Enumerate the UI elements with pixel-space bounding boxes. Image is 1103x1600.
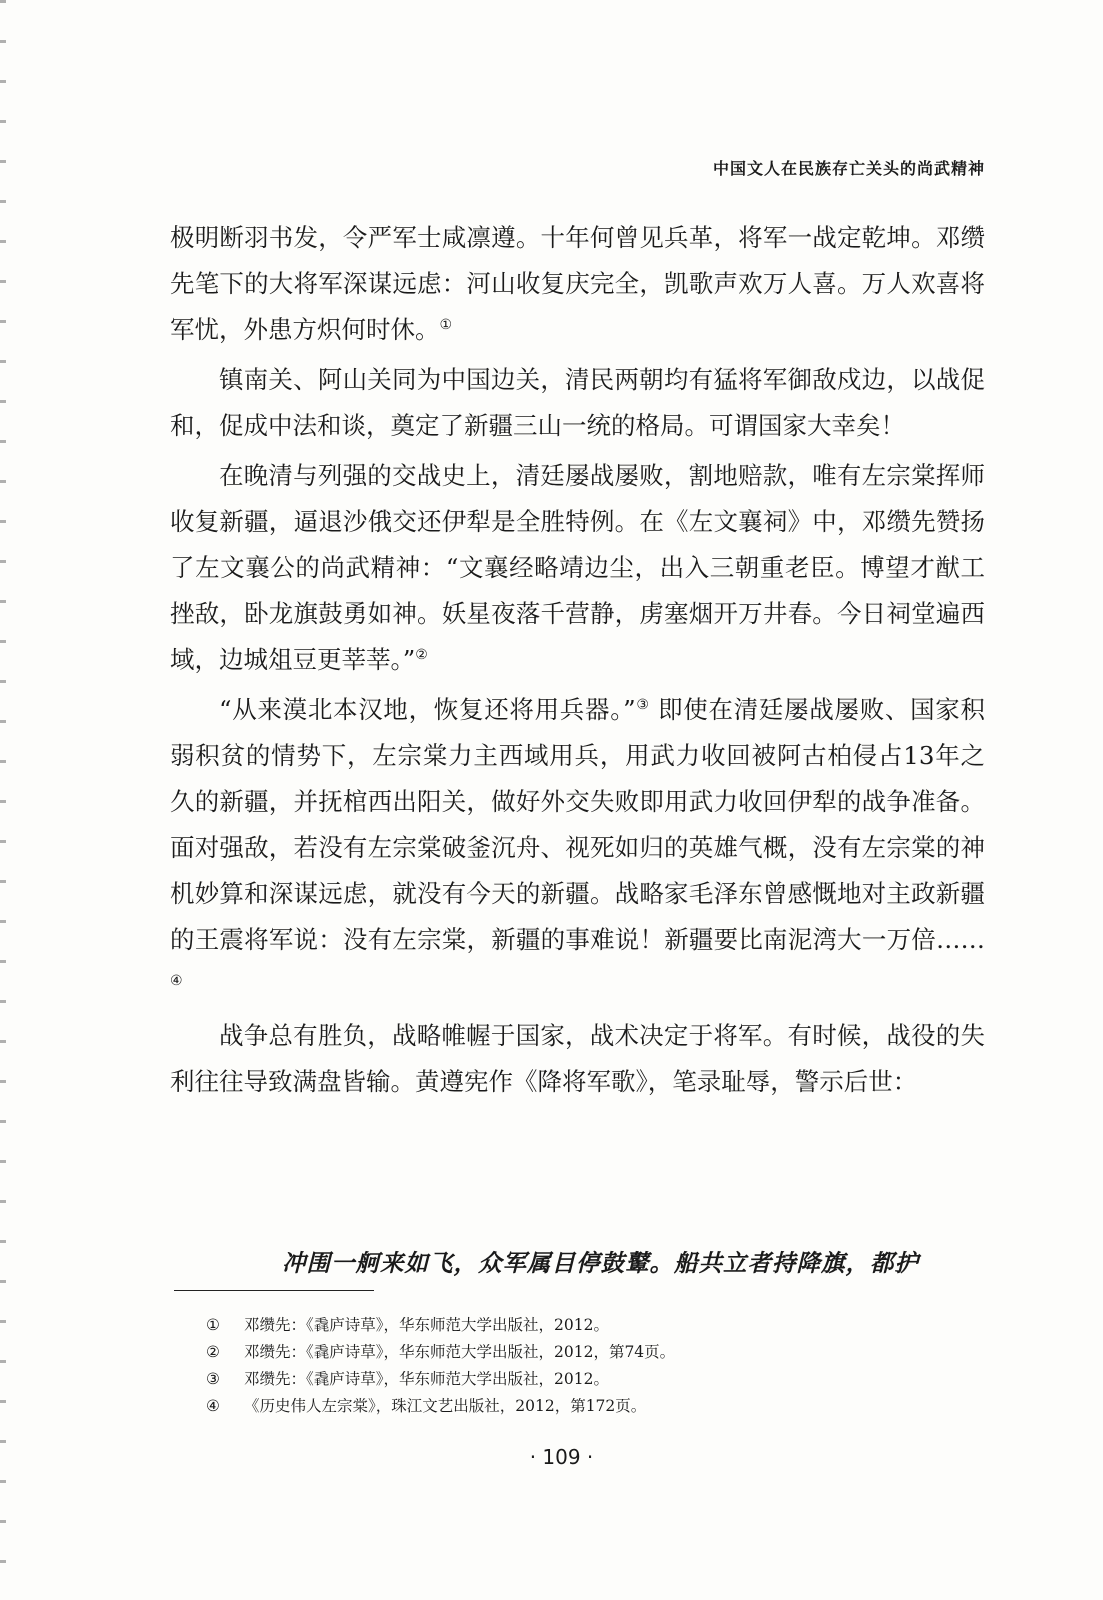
footnote-4 (206, 1393, 966, 1420)
footnote-1 (206, 1312, 966, 1339)
footnote-ref-2: ② (415, 646, 428, 663)
footnote-ref-4: ④ (170, 972, 183, 989)
footnotes (206, 1312, 966, 1420)
paragraph-5 (170, 1013, 985, 1105)
footnote-2-text: 邓缵先：《毳庐诗草》，华东师范大学出版社，2012，第74页。 (244, 1343, 676, 1361)
paragraph-5-text: 战争总有胜负，战略帷幄于国家，战术决定于将军。有时候，战役的失利往往导致满盘皆输。黄遵宪作《降将军歌》，笔录耻辱，警示后世： (170, 1021, 985, 1096)
footnote-3 (206, 1366, 966, 1393)
paragraph-1-text: 极明断羽书发，令严军士咸凛遵。十年何曾见兵革，将军一战定乾坤。邓缵先笔下的大将军深谋远虑：河山收复庆完全，凯歌声欢万人喜。万人欢喜将军忧，外患方炽何时休。 (170, 223, 985, 344)
paragraph-2 (170, 357, 985, 449)
footnote-1-mark: ① (206, 1316, 220, 1334)
verse-quote: 冲围一舸来如飞，众军属目停鼓鼙。船共立者持降旗，都护 (282, 1249, 919, 1277)
footnote-divider (174, 1290, 374, 1291)
running-head: 中国文人在民族存亡关头的尚武精神 (712, 159, 985, 178)
paragraph-3 (170, 453, 985, 683)
paragraph-4-quote: “从来漠北本汉地，恢复还将用兵器。” (219, 695, 636, 724)
paragraph-4-text: 即使在清廷屡战屡败、国家积弱积贫的情势下，左宗棠力主西域用兵，用武力收回被阿古柏侵占13年之久的新疆，并抚棺西出阳关，做好外交失败即用武力收回伊犁的战争准备。面对强敌，若没有左宗棠破釜沉舟、视死如归的英雄气概，没有左宗棠的神机妙算和深谋远虑，就没有今天的新疆。战略家毛泽东曾感慨地对主政新疆的王震将军说：没有左宗棠，新疆的事难说！新疆要比南泥湾大一万倍…… (170, 695, 985, 954)
footnote-1-text: 邓缵先：《毳庐诗草》，华东师范大学出版社，2012。 (244, 1316, 609, 1334)
footnote-3-text: 邓缵先：《毳庐诗草》，华东师范大学出版社，2012。 (244, 1370, 609, 1388)
footnote-ref-3: ③ (635, 696, 650, 713)
footnote-4-text: 《历史伟人左宗棠》，珠江文艺出版社，2012，第172页。 (244, 1397, 647, 1415)
page-number: · 109 · (529, 1445, 594, 1469)
paragraph-2-text: 镇南关、阿山关同为中国边关，清民两朝均有猛将军御敌戍边，以战促和，促成中法和谈，奠定了新疆三山一统的格局。可谓国家大幸矣！ (170, 365, 985, 440)
paragraph-3-text: 在晚清与列强的交战史上，清廷屡战屡败，割地赔款，唯有左宗棠挥师收复新疆，逼退沙俄交还伊犁是全胜特例。在《左文襄祠》中，邓缵先赞扬了左文襄公的尚武精神：“文襄经略靖边尘，出入三朝重老臣。博望才猷工挫敌，卧龙旗鼓勇如神。妖星夜落千营静，虏塞烟开万井春。今日祠堂遍西域，边城俎豆更莘莘。” (170, 461, 985, 674)
footnote-3-mark: ③ (206, 1370, 220, 1388)
body-text (170, 215, 985, 1109)
footnote-2-mark: ② (206, 1343, 220, 1361)
paragraph-1 (170, 215, 985, 353)
scan-binding-edge (0, 0, 6, 1600)
footnote-ref-1: ① (439, 316, 453, 333)
footnote-4-mark: ④ (206, 1397, 220, 1415)
paragraph-4 (170, 687, 985, 1009)
footnote-2 (206, 1339, 966, 1366)
